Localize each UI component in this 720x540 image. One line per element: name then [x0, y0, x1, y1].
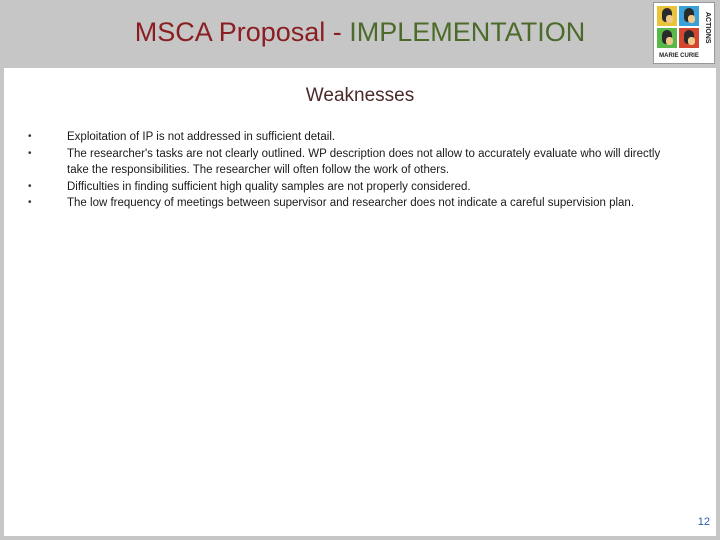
logo-marie-curie-text: MARIE CURIE	[659, 53, 699, 59]
list-item	[28, 195, 678, 212]
logo-quadrant-yellow	[657, 6, 677, 26]
list-item-text: Exploitation of IP is not addressed in sufficient detail.	[67, 131, 336, 143]
slide-heading: Weaknesses	[305, 85, 415, 106]
page-number: 12	[697, 516, 710, 528]
list-item-text: The low frequency of meetings between supervisor and researcher does not indicate a careful supervision plan.	[67, 197, 635, 209]
weakness-list	[28, 129, 678, 212]
list-item	[28, 179, 678, 196]
logo-quadrant-green	[657, 28, 677, 48]
list-item	[28, 129, 678, 146]
title-section: IMPLEMENTATION	[349, 17, 586, 47]
bullet-icon: •	[28, 131, 32, 142]
logo-quadrant-red	[679, 28, 699, 48]
title-prefix: MSCA Proposal -	[134, 17, 350, 47]
marie-curie-actions-logo	[653, 2, 715, 64]
bullet-icon: •	[28, 147, 32, 159]
slide-header	[0, 0, 720, 66]
logo-actions-text: ACTIONS	[704, 12, 711, 44]
list-item-text: Difficulties in finding sufficient high quality samples are not properly considered.	[67, 180, 471, 193]
bullet-icon: •	[28, 197, 32, 208]
list-item-text: The researcher's tasks are not clearly outlined. WP description does not allow to accurately evaluate who will directly take the responsibilities. The researcher will often follow the work of others.	[67, 147, 661, 176]
logo-quadrant-blue	[679, 6, 699, 26]
list-item	[28, 146, 678, 179]
slide-title	[0, 14, 720, 50]
bullet-icon: •	[28, 180, 32, 192]
slide-content	[4, 68, 716, 536]
